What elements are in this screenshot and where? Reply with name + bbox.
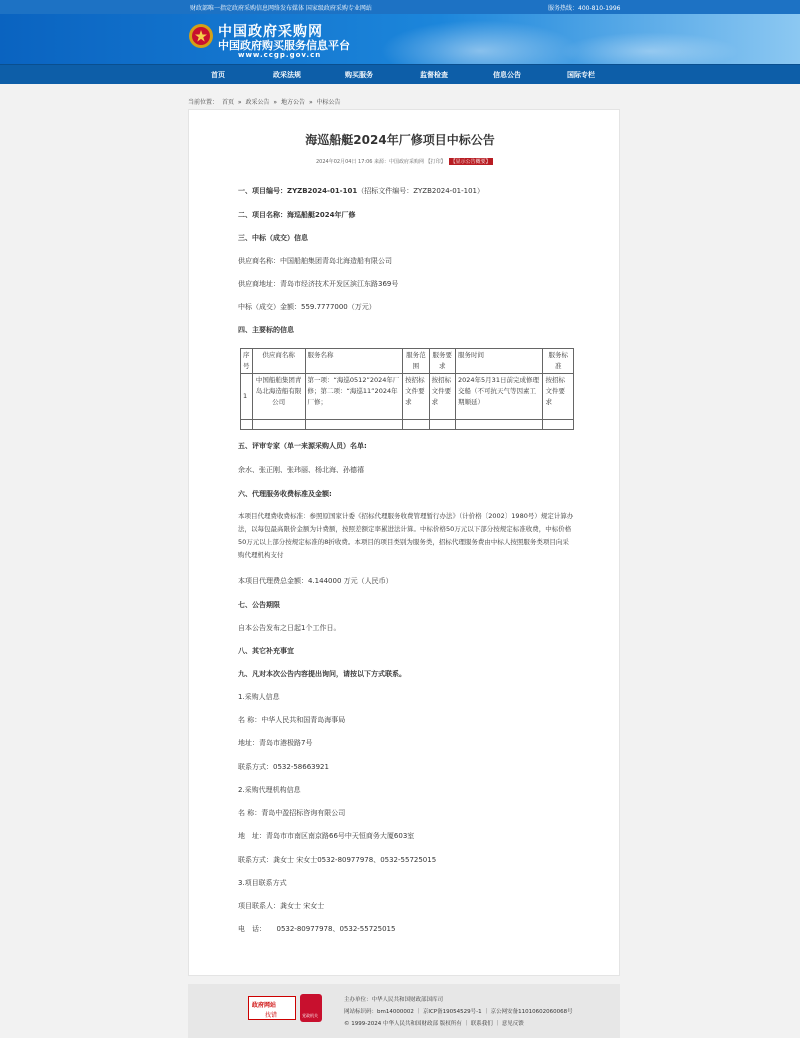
site-logo-subtitle: 中国政府购买服务信息平台 bbox=[218, 39, 350, 52]
section-experts: 五、评审专家（单一来源采购人员）名单: bbox=[238, 442, 367, 450]
page-title: 海巡船艇2024年厂修项目中标公告 bbox=[305, 133, 495, 147]
table-cell bbox=[429, 420, 455, 430]
logo1-subtext: 找错 bbox=[265, 1012, 278, 1019]
breadcrumb-announcements[interactable]: 政采公告 bbox=[245, 99, 270, 106]
agency-title: 2.采购代理机构信息 bbox=[238, 786, 301, 794]
table-cell: 第一项：“海巡0512”2024年厂修；第二项：“海巡11”2024年厂修； bbox=[305, 374, 403, 420]
agency-phone: 联系方式：龚女士 宋女士0532-80977978、0532-55725015 bbox=[238, 856, 437, 864]
breadcrumb-separator: » bbox=[273, 99, 278, 106]
section-period: 七、公告期限 bbox=[238, 601, 280, 609]
tender-doc-number: （招标文件编号：ZYZB2024-01-101） bbox=[357, 187, 485, 195]
table-cell bbox=[241, 420, 253, 430]
table-cell: 1 bbox=[241, 374, 253, 420]
breadcrumb-local[interactable]: 地方公告 bbox=[281, 99, 306, 106]
section-main-items: 四、主要标的信息 bbox=[238, 326, 294, 334]
section-project-number bbox=[238, 186, 484, 196]
purchaser-name: 名 称：中华人民共和国青岛海事局 bbox=[238, 716, 346, 724]
table-cell: 按招标文件要求 bbox=[543, 374, 574, 420]
section-other: 八、其它补充事宜 bbox=[238, 647, 294, 655]
breadcrumb-separator: » bbox=[237, 99, 242, 106]
header-banner bbox=[0, 14, 800, 64]
article-meta bbox=[316, 158, 493, 165]
gov-site-error-report-logo[interactable] bbox=[248, 996, 296, 1020]
footer-sponsor: 主办单位：中华人民共和国财政部国库司 bbox=[344, 997, 444, 1003]
purchaser-address: 地址：青岛市港极路7号 bbox=[238, 739, 313, 747]
table-cell bbox=[252, 420, 305, 430]
site-slogan: 财政部唯一指定政府采购信息网络发布媒体 国家级政府采购专业网站 bbox=[190, 5, 372, 12]
nav-item-services[interactable]: 购买服务 bbox=[345, 71, 373, 79]
table-row bbox=[241, 420, 574, 430]
site-logo-title[interactable]: 中国政府采购网 bbox=[218, 24, 323, 40]
logo2-text: 党政机关 bbox=[302, 1013, 318, 1018]
breadcrumb-separator: » bbox=[308, 99, 313, 106]
purchaser-title: 1.采购人信息 bbox=[238, 693, 280, 701]
decorative-cloud bbox=[560, 32, 740, 64]
agency-address: 地 址：青岛市市南区南京路66号中天恒商务大厦603室 bbox=[238, 832, 415, 840]
site-url: www.ccgp.gov.cn bbox=[238, 51, 322, 59]
project-contact-phone: 电 话： 0532-80977978、0532-55725015 bbox=[238, 925, 396, 933]
table-header-row bbox=[241, 349, 574, 374]
agency-name: 名 称：青岛中盈招标咨询有限公司 bbox=[238, 809, 346, 817]
breadcrumb-label: 当前位置： bbox=[188, 99, 219, 106]
table-cell: 按招标文件要求 bbox=[403, 374, 429, 420]
party-gov-agency-logo[interactable] bbox=[300, 994, 322, 1022]
breadcrumb-home[interactable]: 首页 bbox=[221, 99, 234, 106]
decorative-cloud bbox=[380, 20, 580, 64]
award-amount: 中标（成交）金额：559.7777000（万元） bbox=[238, 303, 376, 311]
table-cell bbox=[403, 420, 429, 430]
section-agency-fee: 六、代理服务收费标准及金额: bbox=[238, 490, 332, 498]
footer-registration: 网站标识码：bm14000002 ｜ 京ICP备19054529号-1 ｜ 京公网安备11010602060068号 bbox=[344, 1009, 573, 1015]
supplier-address: 供应商地址：青岛市经济技术开发区滨江东路369号 bbox=[238, 280, 399, 288]
section-project-name: 二、项目名称：海巡船艇2024年厂修 bbox=[238, 211, 356, 219]
breadcrumb-award[interactable]: 中标公告 bbox=[316, 99, 341, 106]
project-number-label: 一、项目编号： bbox=[238, 187, 287, 195]
table-cell bbox=[543, 420, 574, 430]
top-bar bbox=[0, 0, 800, 14]
show-summary-button[interactable]: 【显示公告概要】 bbox=[450, 159, 491, 165]
col-header: 服务标准 bbox=[543, 349, 574, 374]
supplier-name: 供应商名称：中国船舶集团青岛北海造船有限公司 bbox=[238, 257, 392, 265]
table-cell: 按招标文件要求 bbox=[429, 374, 455, 420]
fee-total: 本项目代理费总金额：4.144000 万元（人民币） bbox=[238, 577, 393, 585]
col-header: 序号 bbox=[241, 349, 253, 374]
table-cell: 中国船舶集团青岛北海造船有限公司 bbox=[252, 374, 305, 420]
logo1-text: 政府网站 bbox=[252, 1002, 277, 1009]
nav-item-regulations[interactable]: 政采法规 bbox=[273, 71, 301, 79]
table-row bbox=[241, 374, 574, 420]
table-cell bbox=[456, 420, 543, 430]
col-header: 服务要求 bbox=[429, 349, 455, 374]
section-contact: 九、凡对本次公告内容提出询问，请按以下方式联系。 bbox=[238, 670, 406, 678]
purchaser-phone: 联系方式：0532-58663921 bbox=[238, 763, 329, 771]
breadcrumb bbox=[188, 97, 343, 106]
project-number-value: ZYZB2024-01-101 bbox=[287, 187, 358, 195]
footer-copyright: © 1999-2024 中华人民共和国财政部 版权所有 ｜ 联系我们 ｜ 意见反馈 bbox=[344, 1021, 524, 1027]
experts-list: 余水、张正刚、张玮丽、杨北海、孙德禧 bbox=[238, 466, 364, 474]
period-text: 自本公告发布之日起1个工作日。 bbox=[238, 624, 341, 632]
table-cell bbox=[305, 420, 403, 430]
nav-item-supervision[interactable]: 监督检查 bbox=[420, 71, 448, 79]
nav-item-home[interactable]: 首页 bbox=[211, 71, 225, 79]
project-contact-person: 项目联系人：龚女士 宋女士 bbox=[238, 902, 325, 910]
service-hotline: 服务热线：400-810-1996 bbox=[548, 5, 621, 12]
col-header: 服务时间 bbox=[456, 349, 543, 374]
section-award-info: 三、中标（成交）信息 bbox=[238, 234, 308, 242]
fee-standard-text: 本项目代理费收费标准：参照原国家计委《招标代理服务收费管理暂行办法》（计价格〔2002〕1980号）规定计算办法，以每包最高限价金额为计费额，按照差额定率累进法计算。中标价格50万元以下部分按规定标准收费，中标价格50万元以上部分按规定标准的8折收费。本项目的项目类别为服务类，招标代理服务费由中标人按照服务类项目向采购代理机构支付 bbox=[238, 512, 574, 559]
col-header: 供应商名称 bbox=[252, 349, 305, 374]
table-cell: 2024年5月31日前完成修理交船（不可抗天气等因素工期顺延） bbox=[456, 374, 543, 420]
national-emblem-icon bbox=[188, 23, 214, 49]
main-nav bbox=[0, 64, 800, 84]
col-header: 服务范围 bbox=[403, 349, 429, 374]
nav-item-international[interactable]: 国际专栏 bbox=[567, 71, 595, 79]
bid-items-table bbox=[240, 348, 574, 430]
article-meta-text: 2024年02月04日 17:06 来源：中国政府采购网 【打印】 bbox=[316, 159, 446, 165]
project-contact-title: 3.项目联系方式 bbox=[238, 879, 287, 887]
col-header: 服务名称 bbox=[305, 349, 403, 374]
nav-item-announcements[interactable]: 信息公告 bbox=[493, 71, 521, 79]
